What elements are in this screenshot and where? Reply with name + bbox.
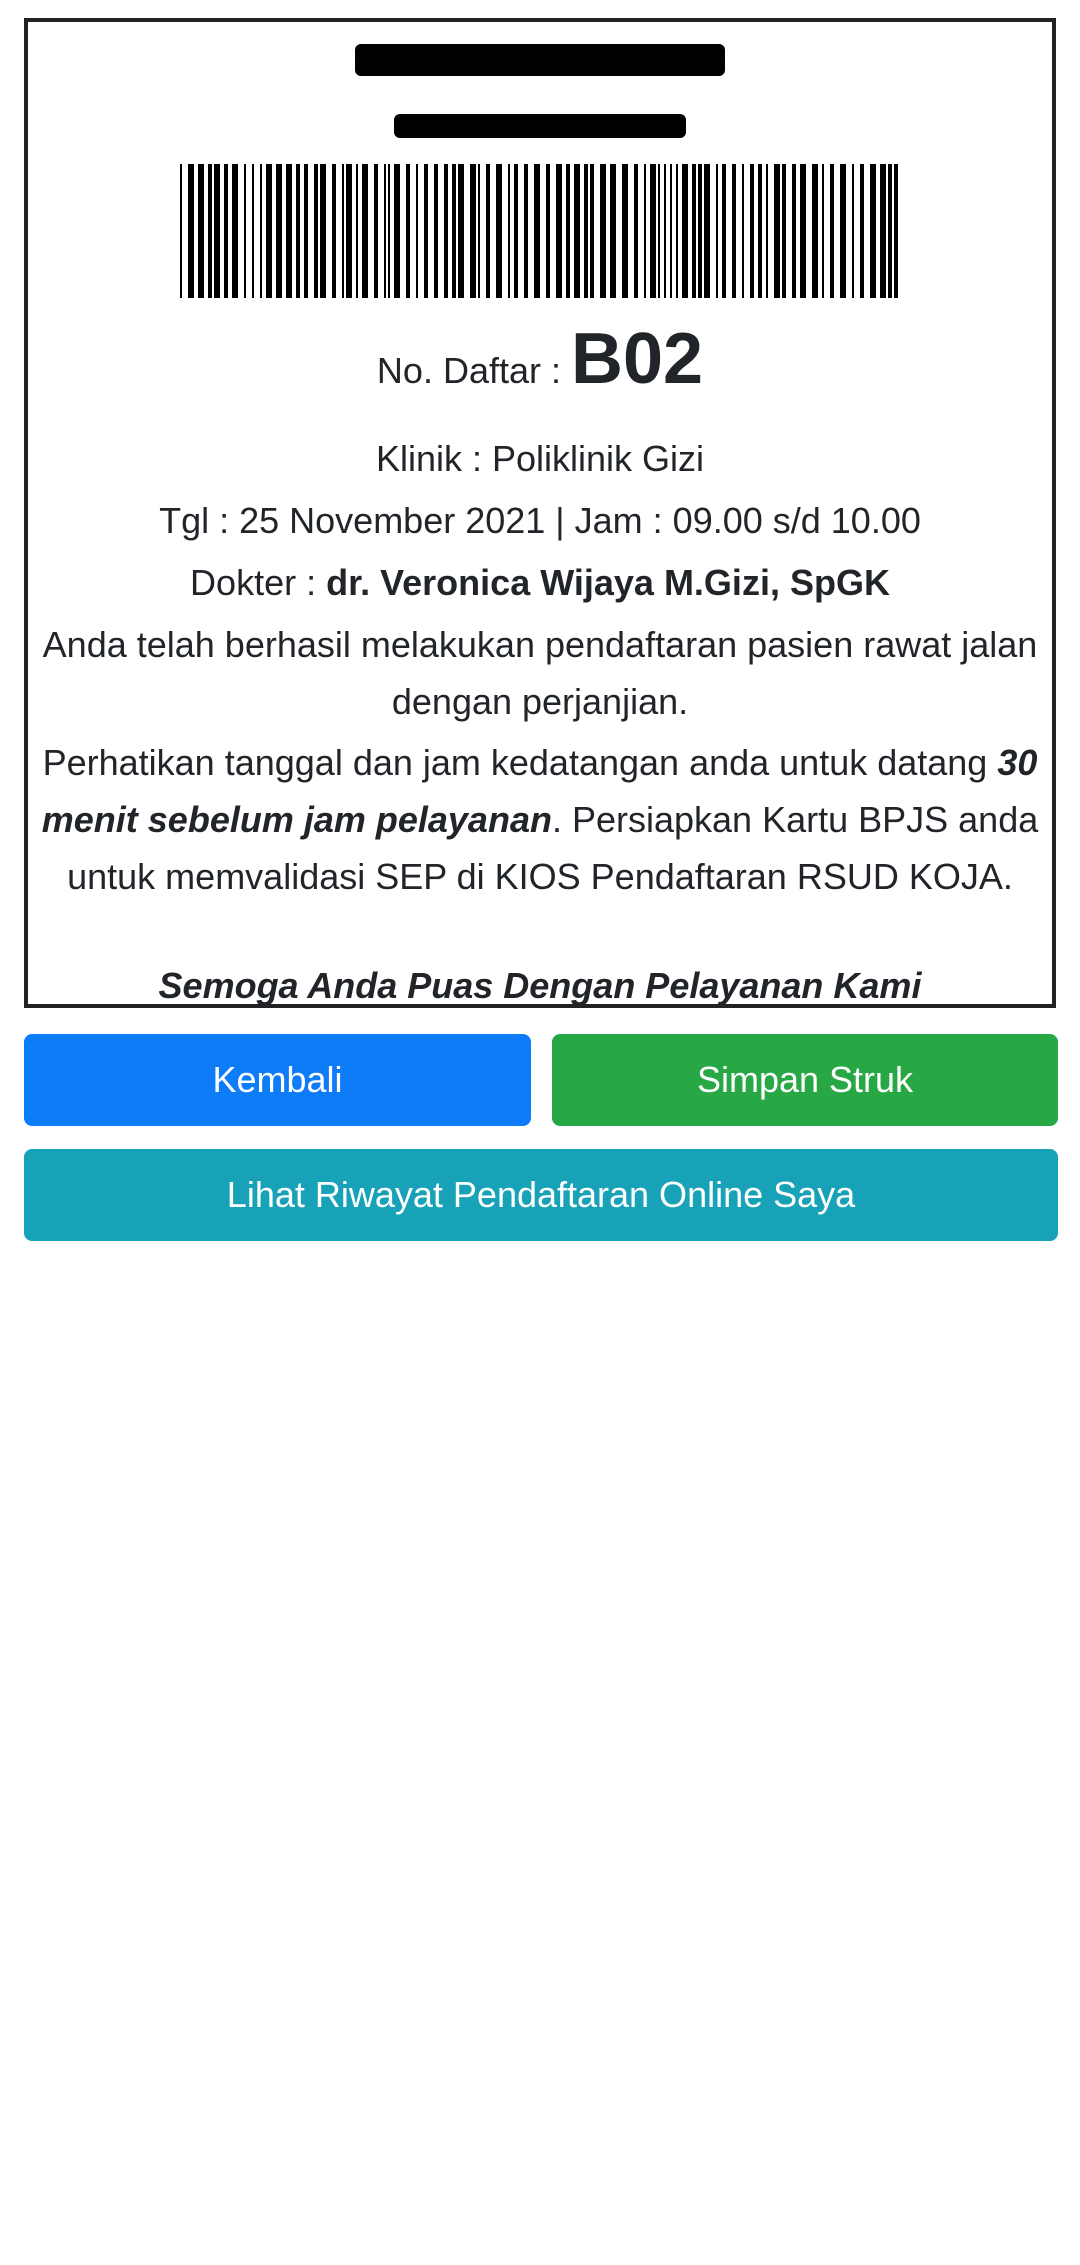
- barcode-bar: [716, 164, 718, 298]
- barcode-bar: [880, 164, 886, 298]
- barcode-bar: [232, 164, 238, 298]
- barcode-bar: [208, 164, 212, 298]
- doctor-label: Dokter :: [190, 562, 317, 603]
- barcode-bar: [342, 164, 344, 298]
- barcode-bar: [732, 164, 736, 298]
- barcode-bar: [260, 164, 262, 298]
- arrival-instructions: [38, 734, 1042, 905]
- barcode-bar: [188, 164, 194, 298]
- barcode-bar: [394, 164, 400, 298]
- barcode-bar: [574, 164, 580, 298]
- barcode-bar: [362, 164, 368, 298]
- barcode-bar: [224, 164, 228, 298]
- save-receipt-button[interactable]: Simpan Struk: [552, 1034, 1058, 1126]
- barcode-bar: [566, 164, 570, 298]
- arrival-emphasis: 30 menit sebelum jam pelayanan: [41, 742, 1038, 840]
- barcode-bar: [458, 164, 464, 298]
- barcode: [180, 164, 910, 298]
- barcode-bar: [766, 164, 768, 298]
- barcode-bar: [434, 164, 438, 298]
- registration-ticket: [24, 18, 1056, 1008]
- barcode-bar: [634, 164, 638, 298]
- barcode-bar: [644, 164, 646, 298]
- barcode-bar: [750, 164, 754, 298]
- registration-number-line: [28, 318, 1052, 408]
- barcode-bar: [792, 164, 796, 298]
- clinic-line: Klinik : Poliklinik Gizi: [375, 438, 705, 479]
- barcode-bar: [266, 164, 272, 298]
- barcode-bar: [698, 164, 702, 298]
- barcode-bar: [496, 164, 502, 298]
- barcode-bar: [452, 164, 456, 298]
- barcode-bar: [286, 164, 292, 298]
- barcode-bar: [296, 164, 300, 298]
- barcode-bar: [416, 164, 418, 298]
- barcode-bar: [670, 164, 672, 298]
- barcode-bar: [704, 164, 710, 298]
- barcode-bar: [822, 164, 824, 298]
- barcode-bar: [374, 164, 378, 298]
- redacted-patient-number: [394, 114, 686, 138]
- barcode-bar: [774, 164, 780, 298]
- barcode-bar: [658, 164, 660, 298]
- barcode-bar: [800, 164, 806, 298]
- arrival-suffix: . Persiapkan Kartu BPJS anda untuk memvalidasi SEP di KIOS Pendaftaran RSUD KOJA.: [67, 799, 1039, 897]
- barcode-bar: [470, 164, 476, 298]
- barcode-bar: [244, 164, 246, 298]
- barcode-bar: [888, 164, 892, 298]
- barcode-bar: [356, 164, 358, 298]
- barcode-bar: [664, 164, 666, 298]
- barcode-bar: [812, 164, 818, 298]
- barcode-bar: [252, 164, 254, 298]
- redacted-patient-name: [355, 44, 725, 76]
- barcode-bar: [852, 164, 854, 298]
- barcode-bar: [590, 164, 594, 298]
- barcode-bar: [584, 164, 588, 298]
- barcode-bar: [534, 164, 540, 298]
- barcode-bar: [546, 164, 550, 298]
- barcode-bar: [332, 164, 336, 298]
- barcode-bar: [860, 164, 864, 298]
- barcode-bar: [314, 164, 318, 298]
- barcode-bar: [524, 164, 528, 298]
- barcode-bar: [870, 164, 876, 298]
- barcode-bar: [782, 164, 786, 298]
- barcode-bar: [556, 164, 562, 298]
- registration-number-label: No. Daftar :: [376, 350, 561, 391]
- back-button[interactable]: Kembali: [24, 1034, 531, 1126]
- view-registration-history-button[interactable]: Lihat Riwayat Pendaftaran Online Saya: [24, 1149, 1058, 1241]
- barcode-bar: [346, 164, 352, 298]
- barcode-bar: [424, 164, 428, 298]
- barcode-bar: [722, 164, 726, 298]
- barcode-bar: [486, 164, 490, 298]
- doctor-name: dr. Veronica Wijaya M.Gizi, SpGK: [326, 562, 890, 603]
- success-message: Anda telah berhasil melakukan pendaftaran pasien rawat jalan dengan perjanjian.: [42, 624, 1038, 722]
- barcode-bar: [478, 164, 480, 298]
- barcode-bar: [304, 164, 308, 298]
- barcode-bar: [692, 164, 696, 298]
- arrival-prefix: Perhatikan tanggal dan jam kedatangan anda untuk datang: [42, 742, 988, 783]
- date-time-line: Tgl : 25 November 2021 | Jam : 09.00 s/d 10.00: [159, 500, 921, 541]
- barcode-bar: [682, 164, 688, 298]
- barcode-bar: [388, 164, 390, 298]
- barcode-bar: [622, 164, 628, 298]
- barcode-bar: [742, 164, 744, 298]
- barcode-bar: [894, 164, 898, 298]
- barcode-bar: [830, 164, 834, 298]
- barcode-bar: [406, 164, 410, 298]
- registration-number-value: B02: [570, 319, 704, 399]
- barcode-bar: [840, 164, 846, 298]
- barcode-bar: [214, 164, 220, 298]
- barcode-bar: [676, 164, 678, 298]
- barcode-bar: [600, 164, 606, 298]
- closing-message: Semoga Anda Puas Dengan Pelayanan Kami: [158, 965, 922, 1006]
- barcode-bar: [514, 164, 518, 298]
- barcode-bar: [276, 164, 282, 298]
- doctor-line: [38, 554, 1042, 611]
- barcode-bar: [384, 164, 386, 298]
- barcode-bar: [610, 164, 616, 298]
- barcode-bar: [650, 164, 656, 298]
- barcode-bar: [198, 164, 204, 298]
- barcode-bar: [444, 164, 448, 298]
- barcode-bar: [180, 164, 182, 298]
- barcode-bar: [508, 164, 510, 298]
- barcode-bar: [320, 164, 326, 298]
- barcode-bar: [758, 164, 762, 298]
